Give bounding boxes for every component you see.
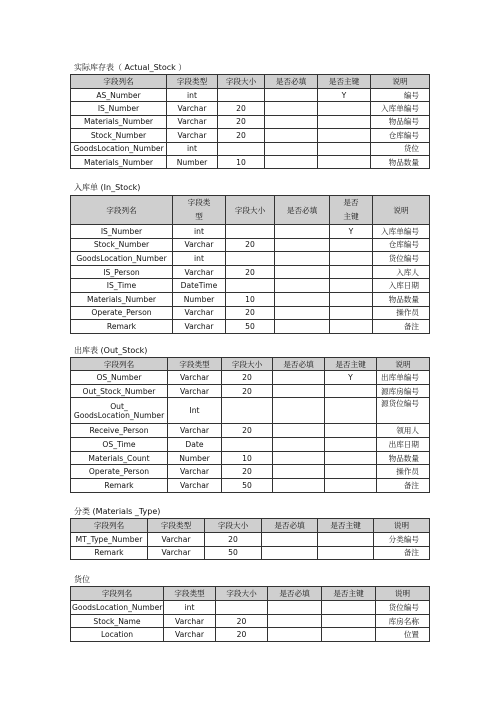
field-name-cell: Materials_Number	[71, 155, 167, 168]
required-cell	[273, 384, 325, 398]
col-size-header: 字段大小	[222, 358, 273, 371]
field-size-cell: 10	[218, 155, 265, 168]
required-cell	[268, 614, 322, 628]
description-cell: 物品数量	[377, 451, 430, 465]
table-row	[71, 465, 430, 479]
primary-key-cell	[325, 465, 377, 479]
primary-key-cell: Y	[318, 89, 371, 102]
field-name-cell: GoodsLocation_Number	[71, 142, 167, 155]
field-size-cell: 50	[222, 479, 273, 493]
field-name-cell: Out_ GoodsLocation_Number	[71, 398, 168, 424]
required-cell	[262, 533, 318, 547]
table-row	[71, 398, 430, 424]
table-row	[71, 238, 430, 252]
required-cell	[273, 438, 325, 452]
field-size-cell: 20	[216, 614, 268, 628]
out-stock-table	[70, 357, 430, 493]
col-type-header: 字段类型	[164, 587, 216, 601]
col-required-header: 是否必填	[273, 358, 325, 371]
primary-key-cell	[325, 398, 377, 424]
col-primary-key-header: 是否主键	[325, 358, 377, 371]
field-size-cell	[226, 279, 275, 293]
required-cell	[273, 451, 325, 465]
field-size-cell	[218, 142, 265, 155]
required-cell	[273, 424, 325, 438]
table-row	[71, 601, 430, 615]
field-size-cell: 20	[222, 465, 273, 479]
primary-key-cell: Y	[325, 371, 377, 385]
required-cell	[275, 320, 330, 334]
field-name-cell: IS_Number	[71, 102, 167, 115]
table-title: 货位	[74, 575, 90, 584]
field-type-cell: Varchar	[167, 129, 218, 142]
field-type-cell: Varchar	[148, 546, 205, 560]
table-row	[71, 546, 430, 560]
field-size-cell	[226, 225, 275, 239]
col-name-header: 字段列名	[71, 196, 173, 225]
field-type-cell: Varchar	[173, 238, 226, 252]
field-name-cell: Remark	[71, 546, 148, 560]
field-type-cell: Varchar	[168, 424, 222, 438]
field-type-cell: Varchar	[168, 384, 222, 398]
description-cell: 仓库编号	[373, 238, 430, 252]
field-type-cell: Number	[173, 292, 226, 306]
required-cell	[273, 479, 325, 493]
col-type-header: 字段类型	[148, 519, 205, 533]
required-cell	[265, 129, 318, 142]
field-type-cell: Varchar	[164, 614, 216, 628]
field-name-cell: Materials_Count	[71, 451, 168, 465]
field-size-cell: 20	[226, 238, 275, 252]
field-size-cell: 20	[218, 129, 265, 142]
description-cell: 操作员	[377, 465, 430, 479]
materials-type-table	[70, 518, 430, 560]
required-cell	[268, 628, 322, 642]
field-size-cell: 20	[218, 102, 265, 115]
description-cell: 入库单编号	[371, 102, 430, 115]
primary-key-cell	[318, 102, 371, 115]
description-cell: 库房名称	[376, 614, 430, 628]
field-size-cell: 50	[205, 546, 262, 560]
required-cell	[265, 142, 318, 155]
description-cell: 源货位编号	[377, 398, 430, 424]
field-type-cell: Number	[168, 451, 222, 465]
field-size-cell	[222, 438, 273, 452]
primary-key-cell	[322, 614, 376, 628]
field-type-cell: Varchar	[164, 628, 216, 642]
primary-key-cell	[318, 533, 374, 547]
field-name-cell: Operate_Person	[71, 306, 173, 320]
field-name-cell: Remark	[71, 320, 173, 334]
description-cell: 领用人	[377, 424, 430, 438]
actual-stock-table	[70, 74, 430, 169]
description-cell: 货位编号	[376, 601, 430, 615]
field-type-cell: Number	[167, 155, 218, 168]
primary-key-cell	[330, 238, 373, 252]
primary-key-cell	[322, 601, 376, 615]
table-row	[71, 479, 430, 493]
table-row	[71, 533, 430, 547]
table-row	[71, 129, 430, 142]
primary-key-cell	[322, 628, 376, 642]
col-required-header: 是否必填	[265, 75, 318, 89]
required-cell	[273, 371, 325, 385]
description-cell: 物品数量	[371, 155, 430, 168]
field-name-cell: IS_Person	[71, 265, 173, 279]
field-name-cell: GoodsLocation_Number	[71, 252, 173, 266]
description-cell: 入库人	[373, 265, 430, 279]
field-type-cell: int	[167, 89, 218, 102]
primary-key-cell	[318, 129, 371, 142]
field-name-cell: GoodsLocation_Number	[71, 601, 164, 615]
field-type-cell: Varchar	[173, 320, 226, 334]
table-row	[71, 265, 430, 279]
description-cell: 入库单编号	[373, 225, 430, 239]
field-name-cell: IS_Time	[71, 279, 173, 293]
field-name-cell: Stock_Number	[71, 129, 167, 142]
field-type-cell: Varchar	[167, 115, 218, 128]
required-cell	[275, 306, 330, 320]
table-row	[71, 384, 430, 398]
table-row	[71, 628, 430, 642]
field-type-cell: Int	[168, 398, 222, 424]
table-row	[71, 614, 430, 628]
field-name-cell: Stock_Name	[71, 614, 164, 628]
primary-key-cell	[330, 306, 373, 320]
table-row	[71, 438, 430, 452]
col-size-header: 字段大小	[216, 587, 268, 601]
field-name-cell: Remark	[71, 479, 168, 493]
description-cell: 编号	[371, 89, 430, 102]
required-cell	[268, 601, 322, 615]
col-name-header: 字段列名	[71, 519, 148, 533]
field-type-cell: Varchar	[167, 102, 218, 115]
field-name-cell: Materials_Number	[71, 292, 173, 306]
field-type-cell: Varchar	[168, 465, 222, 479]
primary-key-cell	[330, 292, 373, 306]
primary-key-cell	[325, 424, 377, 438]
description-cell: 出库单编号	[377, 371, 430, 385]
description-cell: 物品编号	[371, 115, 430, 128]
field-size-cell: 20	[222, 384, 273, 398]
primary-key-cell: Y	[330, 225, 373, 239]
field-size-cell: 20	[222, 424, 273, 438]
table-title: 出库表 (Out_Stock)	[74, 346, 148, 355]
col-name-header: 字段列名	[71, 75, 167, 89]
description-cell: 位置	[376, 628, 430, 642]
required-cell	[275, 238, 330, 252]
col-type-header: 字段类型	[168, 358, 222, 371]
field-type-cell: Varchar	[173, 265, 226, 279]
table-row	[71, 292, 430, 306]
table-row	[71, 115, 430, 128]
field-size-cell: 20	[216, 628, 268, 642]
field-type-cell: int	[164, 601, 216, 615]
field-name-cell: OS_Number	[71, 371, 168, 385]
field-size-cell	[218, 89, 265, 102]
field-size-cell: 10	[226, 292, 275, 306]
field-type-cell: Varchar	[168, 479, 222, 493]
field-type-cell: DateTime	[173, 279, 226, 293]
col-desc-header: 说明	[376, 587, 430, 601]
primary-key-cell	[330, 252, 373, 266]
required-cell	[265, 89, 318, 102]
field-size-cell: 50	[226, 320, 275, 334]
description-cell: 源库房编号	[377, 384, 430, 398]
table-row	[71, 252, 430, 266]
primary-key-cell	[330, 320, 373, 334]
col-name-header: 字段列名	[71, 358, 168, 371]
field-type-cell: int	[173, 225, 226, 239]
field-type-cell: int	[173, 252, 226, 266]
description-cell: 货位编号	[373, 252, 430, 266]
col-desc-header: 说明	[374, 519, 430, 533]
col-required-header: 是否必填	[275, 196, 330, 225]
table-title: 分类 (Materials _Type)	[74, 507, 161, 516]
description-cell: 操作员	[373, 306, 430, 320]
required-cell	[262, 546, 318, 560]
col-size-header: 字段大小	[205, 519, 262, 533]
field-size-cell: 10	[222, 451, 273, 465]
col-required-header: 是否必填	[262, 519, 318, 533]
col-desc-header: 说明	[377, 358, 430, 371]
table-row	[71, 371, 430, 385]
col-primary-key-header: 是否主键	[322, 587, 376, 601]
required-cell	[265, 102, 318, 115]
table-row	[71, 451, 430, 465]
table-row	[71, 320, 430, 334]
col-required-header: 是否必填	[268, 587, 322, 601]
primary-key-cell	[318, 115, 371, 128]
col-type-header: 字段类型	[167, 75, 218, 89]
col-primary-key-header: 是否主键	[318, 75, 371, 89]
primary-key-cell	[325, 479, 377, 493]
description-cell: 仓库编号	[371, 129, 430, 142]
required-cell	[265, 115, 318, 128]
field-name-cell: Stock_Number	[71, 238, 173, 252]
field-size-cell: 20	[218, 115, 265, 128]
field-size-cell	[222, 398, 273, 424]
col-primary-key-header: 是否主键	[318, 519, 374, 533]
required-cell	[275, 265, 330, 279]
description-cell: 分类编号	[374, 533, 430, 547]
table-title: 入库单 (In_Stock)	[74, 183, 141, 192]
required-cell	[275, 225, 330, 239]
field-type-cell: Varchar	[168, 371, 222, 385]
field-type-cell: Date	[168, 438, 222, 452]
field-type-cell: Varchar	[173, 306, 226, 320]
col-name-header: 字段列名	[71, 587, 164, 601]
required-cell	[265, 155, 318, 168]
field-name-cell: MT_Type_Number	[71, 533, 148, 547]
description-cell: 出库日期	[377, 438, 430, 452]
field-name-cell: Operate_Person	[71, 465, 168, 479]
primary-key-cell	[318, 546, 374, 560]
description-cell: 物品数量	[373, 292, 430, 306]
primary-key-cell	[330, 279, 373, 293]
field-size-cell	[226, 252, 275, 266]
col-primary-key-header: 是否主键	[330, 196, 373, 225]
col-desc-header: 说明	[371, 75, 430, 89]
field-size-cell: 20	[226, 265, 275, 279]
primary-key-cell	[330, 265, 373, 279]
field-size-cell: 20	[205, 533, 262, 547]
in-stock-table	[70, 195, 430, 334]
required-cell	[275, 252, 330, 266]
col-size-header: 字段大小	[226, 196, 275, 225]
primary-key-cell	[318, 142, 371, 155]
table-row	[71, 102, 430, 115]
field-type-cell: Varchar	[148, 533, 205, 547]
description-cell: 备注	[374, 546, 430, 560]
goods-location-table	[70, 586, 430, 642]
description-cell: 货位	[371, 142, 430, 155]
table-row	[71, 424, 430, 438]
field-size-cell	[216, 601, 268, 615]
field-name-cell: Location	[71, 628, 164, 642]
required-cell	[275, 279, 330, 293]
field-name-cell: IS_Number	[71, 225, 173, 239]
field-size-cell: 20	[226, 306, 275, 320]
table-row	[71, 89, 430, 102]
description-cell: 备注	[377, 479, 430, 493]
table-row	[71, 155, 430, 168]
required-cell	[273, 465, 325, 479]
table-title: 实际库存表（ Actual_Stock ）	[74, 63, 187, 72]
primary-key-cell	[325, 451, 377, 465]
field-name-cell: Materials_Number	[71, 115, 167, 128]
field-name-cell: Receive_Person	[71, 424, 168, 438]
col-type-header: 字段类型	[173, 196, 226, 225]
field-type-cell: int	[167, 142, 218, 155]
description-cell: 备注	[373, 320, 430, 334]
description-cell: 入库日期	[373, 279, 430, 293]
primary-key-cell	[325, 384, 377, 398]
field-name-cell: AS_Number	[71, 89, 167, 102]
primary-key-cell	[325, 438, 377, 452]
table-row	[71, 225, 430, 239]
table-row	[71, 279, 430, 293]
primary-key-cell	[318, 155, 371, 168]
required-cell	[275, 292, 330, 306]
field-name-cell: Out_Stock_Number	[71, 384, 168, 398]
field-size-cell: 20	[222, 371, 273, 385]
required-cell	[273, 398, 325, 424]
col-desc-header: 说明	[373, 196, 430, 225]
field-name-cell: OS_Time	[71, 438, 168, 452]
table-row	[71, 306, 430, 320]
col-size-header: 字段大小	[218, 75, 265, 89]
table-row	[71, 142, 430, 155]
